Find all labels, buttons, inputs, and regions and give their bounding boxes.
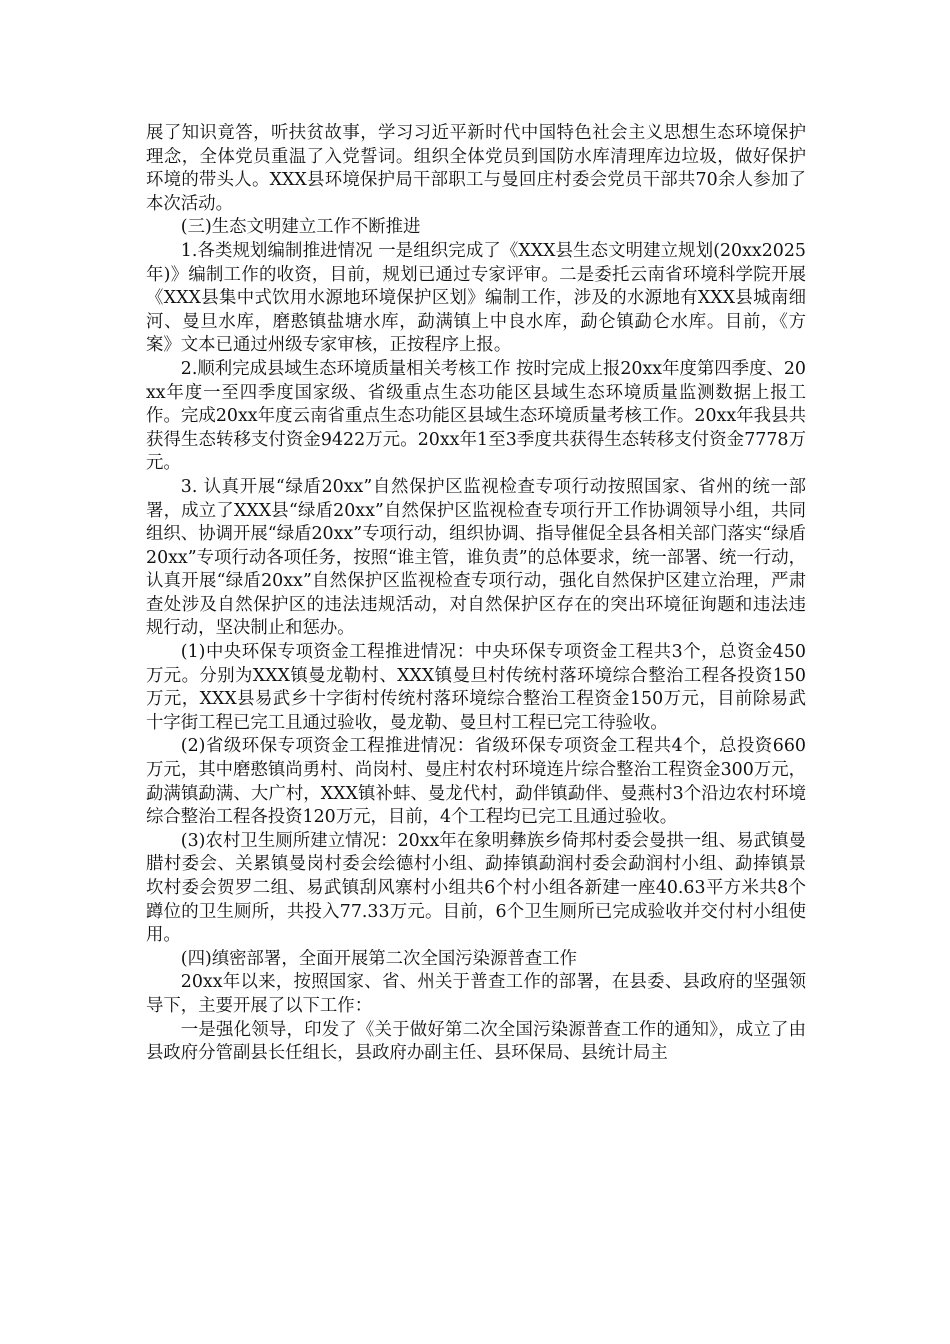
paragraph-census-intro: 20xx年以来，按照国家、省、州关于普查工作的部署，在县委、县政府的坚强领导下，主要开展了以下工作：	[146, 972, 806, 1016]
section-heading-4: (四)缜密部署，全面开展第二次全国污染源普查工作	[180, 948, 577, 969]
document-body	[146, 122, 806, 1066]
paragraph-central-funds: (1)中央环保专项资金工程推进情况：中央环保专项资金工程共3个，总资金450万元。分别为XXX镇曼龙勒村、XXX镇曼旦村传统村落环境综合整治工程各投资150万元，XXX县易武乡十字街村传统村落环境综合整治工程资金150万元，目前除易武十字街工程已完工且通过验收，曼龙勒、曼旦村工程已完工待验收。	[146, 642, 806, 733]
paragraph-census-leadership: 一是强化领导，印发了《关于做好第二次全国污染源普查工作的通知》，成立了由县政府分管副县长任组长，县政府办副主任、县环保局、县统计局主	[146, 1019, 806, 1064]
paragraph-provincial-funds: (2)省级环保专项资金工程推进情况：省级环保专项资金工程共4个，总投资660万元，其中磨憨镇尚勇村、尚岗村、曼庄村农村环境连片综合整治工程资金300万元，勐满镇勐满、大广村，XXX镇补蚌、曼龙代村，勐伴镇勐伴、曼燕村3个沿边农村环境综合整治工程各投资120万元，目前，4个工程均已完工且通过验收。	[146, 736, 806, 828]
paragraph-assessment: 2.顺利完成县域生态环境质量相关考核工作 按时完成上报20xx年度第四季度、20xx年度一至四季度国家级、省级重点生态功能区县域生态环境质量监测数据上报工作。完成20xx年度云南省重点生态功能区县域生态环境质量考核工作。20xx年我县共获得生态转移支付资金9422万元。20xx年1至3季度共获得生态转移支付资金7778万元。	[146, 358, 806, 474]
section-heading-3: (三)生态文明建立工作不断推进	[180, 217, 421, 238]
paragraph-green-shield: 3. 认真开展“绿盾20xx”自然保护区监视检查专项行动按照国家、省州的统一部署，成立了XXX县“绿盾20xx”自然保护区监视检查专项行开工作协调领导小组，共同组织、协调开展“绿盾20xx”专项行动，组织协调、指导催促全县各相关部门落实“绿盾20xx”专项行动各项任务，按照“谁主管，谁负责”的总体要求，统一部署、统一行动，认真开展“绿盾20xx”自然保护区监视检查专项行动，强化自然保护区建立治理，严肃查处涉及自然保护区的违法违规活动，对自然保护区存在的突出环境征询题和违法违规行动，坚决制止和惩办。	[146, 476, 806, 639]
paragraph-1: 展了知识竟答，听扶贫故事，学习习近平新时代中国特色社会主义思想生态环境保护理念，全体党员重温了入党誓词。组织全体党员到国防水库清理库边垃圾，做好保护环境的带头人。XXX县环境保护局干部职工与曼回庄村委会党员干部共70余人参加了本次活动。	[146, 123, 806, 214]
paragraph-planning: 1.各类规划编制推进情况 一是组织完成了《XXX县生态文明建立规划(20xx2025年)》编制工作的收资，目前，规划已通过专家评审。二是委托云南省环境科学院开展《XXX县集中式饮用水源地环境保护区划》编制工作，涉及的水源地有XXX县城南细河、曼旦水库，磨憨镇盐塘水库，勐满镇上中良水库，勐仑镇勐仑水库。目前，《方案》文本已通过州级专家审核，正按程序上报。	[146, 240, 806, 356]
paragraph-toilets: (3)农村卫生厕所建立情况：20xx年在象明彝族乡倚邦村委会曼拱一组、易武镇曼腊村委会、关累镇曼岗村委会绘德村小组、勐捧镇勐润村委会勐润村小组、勐捧镇景坎村委会贺罗二组、易武镇刮风寨村小组共6个村小组各新建一座40.63平方米共8个蹲位的卫生厕所，共投入77.33万元。目前，6个卫生厕所已完成验收并交付村小组使用。	[146, 830, 806, 946]
